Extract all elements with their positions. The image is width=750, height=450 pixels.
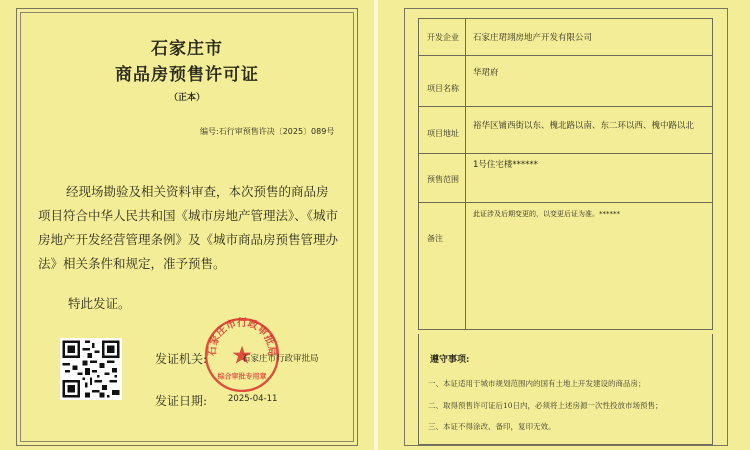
certificate-title: 商品房预售许可证 xyxy=(115,65,259,85)
row-label: 预售范围 xyxy=(427,175,459,184)
svg-text:综合审批专用章: 综合审批专用章 xyxy=(217,371,267,381)
row-value: 此证涉及后期变更的，以变更后证为准。****** xyxy=(473,210,620,218)
row-label: 项目名称 xyxy=(427,84,459,93)
certificate-number: 编号:石行审预售许决〔2025〕089号 xyxy=(200,127,335,136)
notice-title: 遵守事项: xyxy=(430,355,470,365)
row-value: 华珺府 xyxy=(473,68,499,78)
certificate-closing: 特此发证。 xyxy=(68,296,131,311)
certificate-subtitle: （正本） xyxy=(168,93,205,103)
issue-date-value: 2025-04-11 xyxy=(228,394,278,404)
table-row xyxy=(419,19,712,56)
notice-item: 一、本证适用于城市规划范围内的国有土地上开发建设的商品房； xyxy=(428,379,646,388)
qr-code-icon xyxy=(60,338,122,400)
issue-date-label: 发证日期: xyxy=(155,394,208,408)
table-row xyxy=(419,107,712,154)
table-row xyxy=(419,203,712,329)
table-row xyxy=(419,154,712,203)
project-info-table xyxy=(418,18,713,330)
table-row xyxy=(419,56,712,107)
row-label: 项目地址 xyxy=(427,129,459,138)
issuer-label: 发证机关: xyxy=(155,352,208,366)
certificate-title-city: 石家庄市 xyxy=(151,39,223,59)
row-label: 备注 xyxy=(427,234,443,243)
row-label: 开发企业 xyxy=(427,33,459,42)
notice-item: 三、本证不得涂改、备印，复印无效。 xyxy=(428,422,556,431)
certificate-body: 经现场勘验及相关资料审查，本次预售的商品房项目符合中华人民共和国《城市房地产管理法》、《城市房地产开发经营管理条例》及《城市商品房预售管理办法》相关条件和规定，准予预售。 xyxy=(38,184,339,271)
row-value: 1号住宅楼****** xyxy=(473,160,538,170)
row-value: 裕华区铺西街以东、槐北路以南、东二环以西、槐中路以北 xyxy=(473,121,695,131)
svg-text:石家庄市行政审批局: 石家庄市行政审批局 xyxy=(207,317,277,357)
notice-item: 二、取得预售许可证后10日内，必须将上述房源一次性投放市场预售； xyxy=(428,401,663,410)
row-value: 石家庄珺翊房地产开发有限公司 xyxy=(473,33,593,43)
issuer-value: 石家庄市行政审批局 xyxy=(242,354,319,364)
